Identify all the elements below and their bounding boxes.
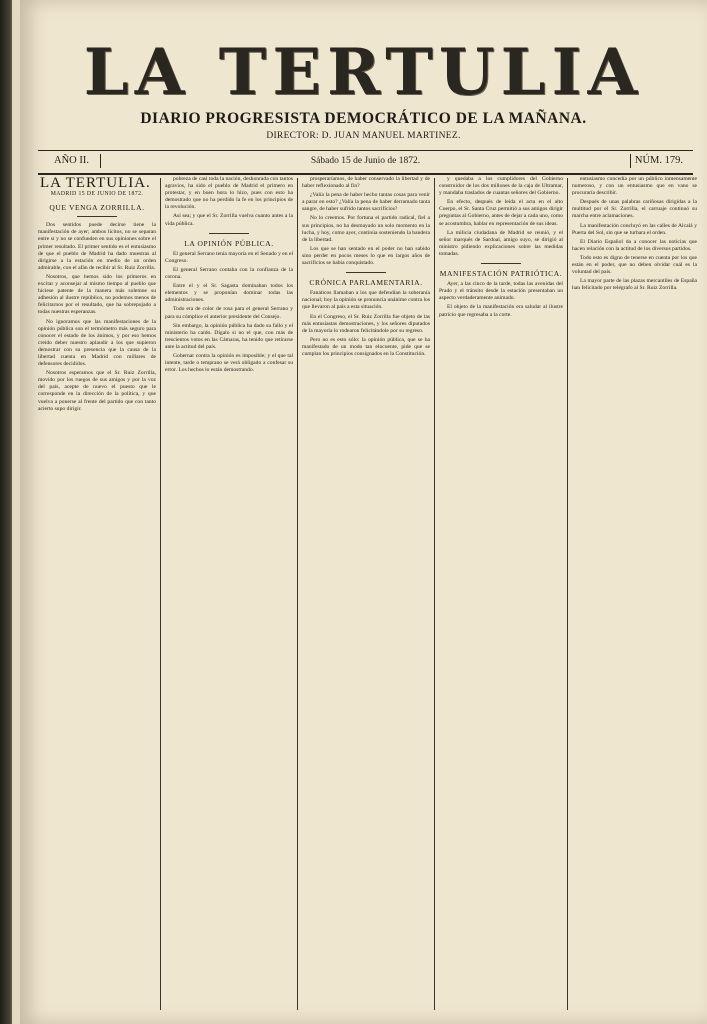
masthead (20, 35, 707, 141)
issue-number: NÚM. 179. (634, 155, 683, 166)
previous-page-edge (12, 0, 20, 1024)
article-paragraph: Los que se han sentado en el poder no han sabido sino perder en pocos meses lo que en largos años de sacrificios se había conquistado. (302, 245, 430, 267)
article-paragraph: En efecto, después de leída el acta en el alto Cuerpo, el Sr. Santa Cruz permitió a sus amigos dirigir preguntas al Gobierno, antes de dejar a cada uno, como se acostumbra, hablar en representación de sus ideas. (439, 199, 563, 227)
issue-year: AÑO II. (54, 155, 89, 166)
issue-date: Sábado 15 de Junio de 1872. (310, 156, 421, 166)
section-rule (346, 272, 386, 273)
article-paragraph: prosperaríamos, de haber conservado la libertad y de haber reflexionado al fin? (302, 176, 430, 190)
article-paragraph: Ayer, a las cinco de la tarde, todas las avenidas del Prado y el tránsito desde la estación presentaban un aspecto verdaderamente animado. (439, 281, 563, 302)
article-paragraph: El general Serrano tenía mayoría en el Senado y en el Congreso. (165, 250, 293, 264)
column-rule (567, 178, 568, 1010)
article-paragraph: y quedaba a los cumplidores del Gobierno construidor de los dos millones de la caja de Ultramar, y mandaba traslados de cuantas señores del Gobierno. (439, 176, 563, 197)
column-rule (297, 178, 298, 1010)
section-rule (209, 233, 249, 234)
director-line: DIRECTOR: D. JUAN MANUEL MARTINEZ. (266, 131, 461, 141)
article-heading: QUE VENGA ZORRILLA. (49, 203, 145, 213)
column-rule (434, 178, 435, 1010)
newspaper-page (20, 0, 707, 1024)
column-1 (38, 176, 156, 1012)
article-paragraph: Todo esto es digno de tenerse en cuenta por los que están en el poder, que no deben olvidar cuál es la voluntad del país. (572, 254, 697, 276)
article-paragraph: Así sea; y que el Sr. Zorrilla vuelva cuanto antes a la vida pública. (165, 213, 293, 227)
heading-rule (77, 216, 117, 217)
newspaper-subtitle: DIARIO PROGRESISTA DEMOCRÁTICO DE LA MAÑANA. (140, 110, 587, 127)
article-paragraph: Todo era de color de rosa para el general Serrano y para su cómplice el anterior presidente del Consejo. (165, 306, 293, 320)
article-paragraph: El general Serrano contaba con la confianza de la corona. (165, 266, 293, 281)
article-paragraph: Entre el y el Sr. Sagasta dominaban todos los elementos y se proponían dominar todas las administraciones. (165, 283, 293, 304)
article-paragraph: entusiasmo concedía por un público inmensamente numeroso, y con un entusiasmo que en vano se procuraría describir. (572, 176, 697, 197)
article-paragraph: Fanáticos llamaban a los que defendían la soberanía nacional; hoy la opinión se pronuncia unánime contra los que llevaron al país a esta situación. (302, 290, 430, 311)
article-paragraph: ¿Valía la pena de haber hecho tantas cosas para venir a parar en esto? ¿Valía la pena de haber derramado tanta sangre, de haber sufrido tantos sacrificios? (302, 192, 430, 213)
article-paragraph: El objeto de la manifestación era saludar al ilustre patricio que regresaba a la corte. (439, 304, 563, 318)
article-paragraph: En el Congreso, el Sr. Ruiz Zorrilla fue objeto de las más entusiastas demostraciones, y los señores diputados de la mayoría lo rodearon felicitándole por su regreso. (302, 313, 430, 334)
article-paragraph: Sin embargo, la opinión pública ha dado su fallo y el ministerio ha caído. Dígalo si no el que, con más de trescientos votos en las Cámaras, ha tenido que retirarse ante la actitud del país. (165, 322, 293, 350)
article-paragraph: Pero no es esto sólo: la opinión pública, que se ha manifestado de un modo tan elocuente, pide que se cumplan los principios consignados en la Constitución. (302, 336, 430, 357)
article-paragraph: Dos sentidos puede decirse tiene la manifestación de ayer; ambos lícitos, no se separan entre sí y no se confunden en sus opiniones sobre el primer resultado. El primer sentido es el entusiasmo de que el pueblo de Madrid ha dado muestras al dirigirse a la estación en medio de un orden admirable, con el afán de recibir al Sr. Ruiz Zorrilla. (38, 222, 156, 271)
column-rule (160, 178, 161, 1010)
article-paragraph: La manifestación concluyó en las calles de Alcalá y Puerta del Sol, sin que se turbara el orden. (572, 222, 697, 236)
article-paragraph: El Diario Español da a conocer las noticias que hacen relación con la actitud de los diversos partidos. (572, 238, 697, 252)
issue-info-bar (38, 150, 693, 175)
article-paragraph: pobreza de casi toda la nación, deshonrada con tantos agravios, ha sido el pueblo de Madrid el primero en protestar, y en buen hora lo hizo, pues con esto ha demostrado que no ha perdido la fe en los principios de la revolución. (165, 176, 293, 211)
article-heading: MANIFESTACIÓN PATRIÓTICA. (439, 269, 563, 279)
article-paragraph: No ignoramos que las manifestaciones de la opinión pública son el termómetro más seguro para conocer el estado de los ánimos, y por eso hemos creído deber nuestro aplaudir a los que supieron demostrar con su presencia que la causa de la libertad cuenta en Madrid con millares de defensores decididos. (38, 318, 156, 368)
article-heading: CRÓNICA PARLAMENTARIA. (309, 278, 423, 288)
article-paragraph: Nosotros esperamos que el Sr. Ruiz Zorrilla, movido por los ruegos de sus amigos y por la voz del país, acepte de nuevo el puesto que le corresponde en la dirección de la política, y que vuelva a ponerse al frente del partido que con tanto acierto supo dirigir. (38, 370, 156, 412)
dateline: MADRID 15 DE JUNIO DE 1872. (50, 191, 144, 198)
leader-title: LA TERTULIA. (40, 176, 151, 191)
article-paragraph: La milicia ciudadana de Madrid se reunió, y el señor marqués de Sardoal, amigo suyo, se dirigió al ministro pidiendo explicaciones sobre las medidas tomadas. (439, 229, 563, 257)
column-5 (572, 176, 697, 1012)
article-paragraph: La mayor parte de las plazas mercantiles de España han felicitado por telégrafo al Sr. Ruiz Zorrilla. (572, 278, 697, 292)
column-3 (302, 176, 430, 1012)
article-paragraph: Gobernar contra la opinión es imposible; y el que tal intente, tarde o temprano se verá obligado a confesar su error. Los hechos lo están demostrando. (165, 352, 293, 374)
section-rule (481, 263, 521, 264)
article-heading: LA OPINIÓN PÚBLICA. (184, 238, 274, 248)
article-paragraph: No lo creemos. Por fortuna el partido radical, fiel a sus principios, no ha desmayado un solo momento en la lucha, y hoy, como ayer, continúa sosteniendo la bandera de la libertad. (302, 215, 430, 243)
column-4 (439, 176, 563, 1012)
newspaper-title: LA TERTULIA (83, 35, 644, 110)
info-divider (630, 154, 631, 168)
article-paragraph: Nosotros, que hemos sido los primeros en excitar y aconsejar al mismo tiempo al pueblo que hiciese patente de la manera más solemne su adhesión al ilustre repúblico, no podemos menos de felicitarnos por el resultado, que ha sobrepujado a todas nuestras esperanzas. (38, 273, 156, 316)
column-2 (165, 176, 293, 1012)
article-paragraph: Después de unas palabras cariñosas dirigidas a la multitud por el Sr. Zorrilla, el carruaje continuó su marcha entre aclamaciones. (572, 199, 697, 220)
